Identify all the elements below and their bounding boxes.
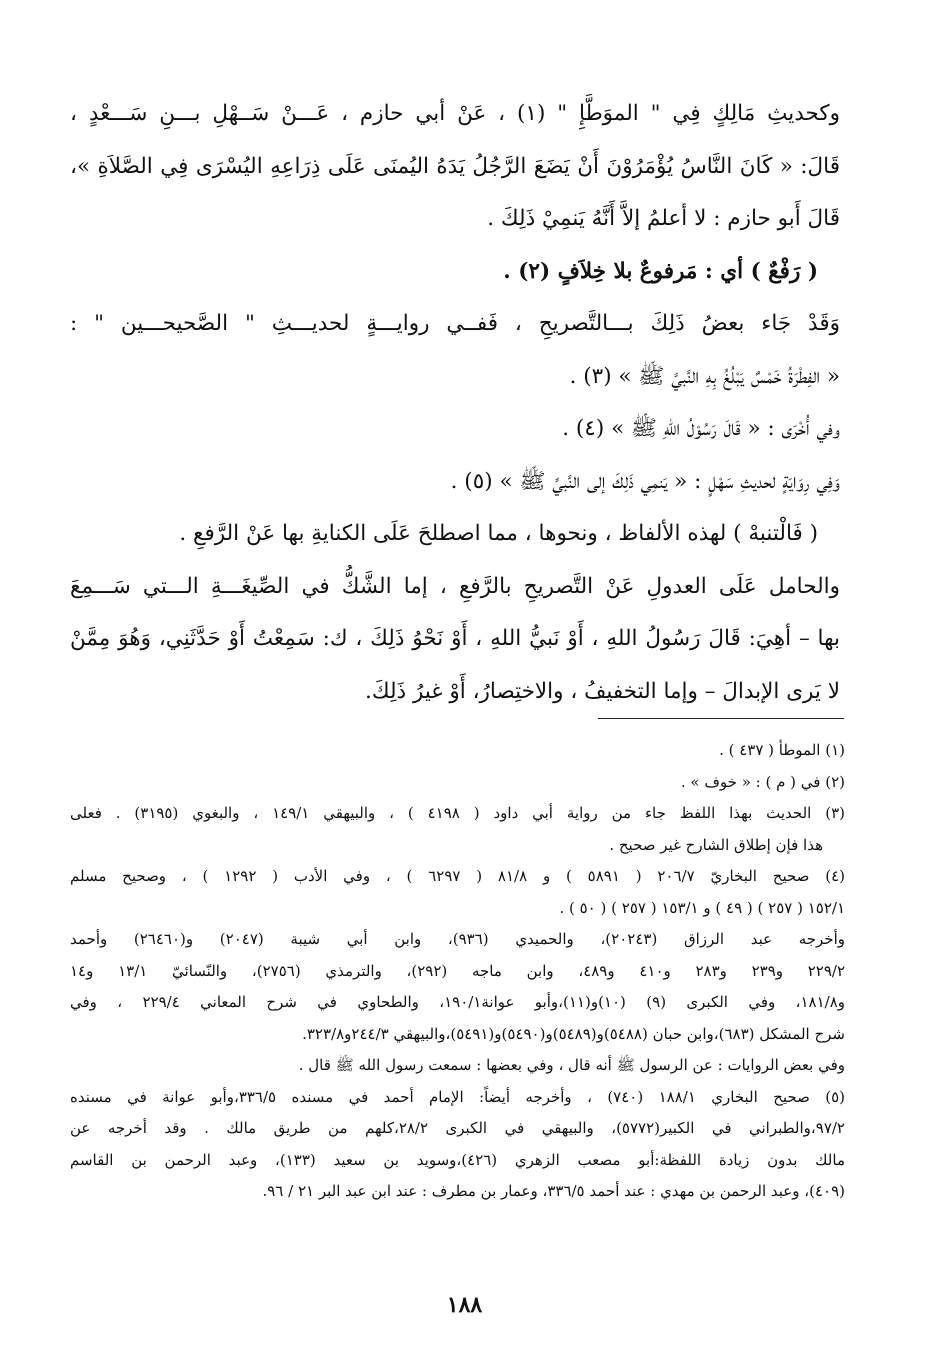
footnote-line: وأخرجه عبد الرزاق (٢٠٢٤٣)، والحميدي (٩٣٦)، وابن أبي شيبة (٢٠٤٧) و(٢٦٤٦٠) وأحمد	[70, 930, 845, 948]
main-text-line: ( رَفْعٌ ) أي : مَرفوعٌ بلا خِلاَفٍ (٢) .	[503, 258, 818, 284]
page-number: ١٨٨	[446, 1292, 483, 1318]
main-text-line: قَالَ أَبو حازم : لا أعلمُ إلاَّ أَنَّهُ يَنمِيْ ذَلِكَ .	[487, 206, 840, 231]
footnote-separator	[598, 718, 844, 719]
main-text-line: « الفِطْرَةُ خَمْسٌ يَبْلُغُ بِهِ النَّبيَّ ﷺ » (٣) .	[569, 363, 840, 389]
main-text-line: لا يَرى الإبدالَ – وإما التخفيفُ ، والاختِصارُ، أَوْ غيرُ ذَلِكَ.	[365, 678, 840, 704]
footnote-line: ٢٢٩/٢ و٢٣٩ و٢٨٣ و٤١٠ و٤٨٩، وابن ماجه (٢٩٢)، والترمذي (٢٧٥٦)، والنّسائيّ ١٣/١ و١٤	[70, 961, 845, 980]
footnote-line: شرح المشكل (٦٨٣)،وابن حبان (٥٤٨٨)و(٥٤٨٩)و(٥٤٩٠)و(٥٤٩١)،والبيهقي ٢٤٤/٣و٣٢٣/٨.	[302, 1024, 845, 1043]
footnote-line: ١٥٢/١ ( ٢٥٧ ) ( ٤٩ ) و ١٥٣/١ ( ٢٥٧ ) ( ٥٠ ) .	[559, 898, 845, 917]
footnote-line: (٤٠٩)، وعبد الرحمن بن مهدي : عند أحمد ٣٣٦/٥، وعمار بن مطرف : عند ابن عبد البر ٢١ / ٩٦.	[262, 1182, 845, 1200]
main-text-line: والحامل عَلَى العدولِ عَنْ التَّصريحِ بالرَّفعِ ، إما الشَّكُّ في الصِّيغَـــةِ الـــتي سَـــمِعَ	[70, 573, 840, 599]
footnote-line: هذا فإن إطلاق الشارح غير صحيح .	[609, 835, 823, 854]
footnote-line: (١) الموطأ ( ٤٣٧ ) .	[719, 741, 845, 759]
footnote-line: وفي بعض الروايات : عن الرسول ﷺ أنه قال ، وفي بعضها : سمعت رسول الله ﷺ قال .	[298, 1056, 845, 1074]
footnote-line: (٥) صحيح البخاري ١٨٨/١ (٧٤٠) ، وأخرجه أيضاً: الإمام أحمد في مسنده ٣٣٦/٥،وأبو عوانة في مسنده	[70, 1087, 845, 1106]
footnote-line: و١٨١/٨، وفي الكبرى (٩) (١٠)و(١١)،وأبو عوانة١٩٠/١، والطحاوي في شرح المعاني ٢٢٩/٤ ، وفي	[70, 993, 845, 1011]
footnote-line: (٢) في ( م ) : « خوف » .	[680, 772, 845, 791]
footnotes	[70, 735, 845, 1208]
main-text-line: وَقَدْ جَاء بعضُ ذَلِكَ بـــالتَّصريحِ ، فَفــي روايـــةٍ لحديـــثِ " الصَّحيحـــين " :	[70, 311, 840, 336]
main-text-line: وفي أُخْرَى : « قَالَ رَسُوْلُ اللهِ ﷺ » (٤) .	[562, 416, 840, 441]
footnote-line: (٣) الحديث بهذا اللفظ جاء من رواية أبي داود ( ٤١٩٨ ) ، والبيهقي ١٤٩/١ ، والبغوي (٣١٩٥) . فعلى	[70, 804, 845, 822]
footnote-line: ٩٧/٢،والطبراني في الكبير(٥٧٧٢)، والبيهقي في الكبرى ٢٨/٢،كلهم من طريق مالك . وقد أخرجه عن	[70, 1119, 845, 1137]
main-text-line: قَالَ: « كَانَ النَّاسُ يُؤْمَرُوْنَ أَنْ يَضَعَ الرَّجُلُ يَدَهُ اليُمنَى عَلَى ذِرَاعِهِ اليُسْرَى فِي الصَّلاَةِ »،	[70, 153, 840, 179]
main-text-line: وَفِي رِوَايَةٍ لحديثِ سَهْلٍ : « يَنمِي ذَلِكَ إلى النَّبيِّ ﷺ » (٥) .	[450, 468, 840, 494]
footnote-line: (٤) صحيح البخاريّ ٢٠٦/٧ ( ٥٨٩١ ) و ٨١/٨ ( ٦٢٩٧ ) ، وفي الأدب ( ١٢٩٢ ) ، وصحيح مسلم	[70, 867, 845, 885]
main-text-line: ( فَالْتنبهْ ) لهذه الألفاظ ، ونحوها ، مما اصطلحَ عَلَى الكنايةِ بها عَنْ الرَّفعِ .	[179, 521, 818, 546]
footnote-line: مالك بدون زيادة اللفظة:أبو مصعب الزهري (٤٢٦)،وسويد بن سعيد (١٣٣)، وعبد الرحمن بن القاسم	[70, 1150, 845, 1169]
main-text-body	[70, 88, 840, 718]
main-text-line: بها – أهِيَ: قَالَ رَسُولُ اللهِ ، أَوْ نَبيُّ اللهِ ، أَوْ نَحْوُ ذَلِكَ ، ك: سَمِعْتُ أَوْ حَدَّثَنِي، وَهُوَ مِمَّنْ	[70, 626, 840, 651]
main-text-line: وكحديثِ مَالِكٍ فِي " الموَطَّإِ " (١) ، عَنْ أبي حازم ، عَـــنْ سَــهْلِ بـــنِ سَـــعْدٍ ،	[70, 101, 840, 126]
